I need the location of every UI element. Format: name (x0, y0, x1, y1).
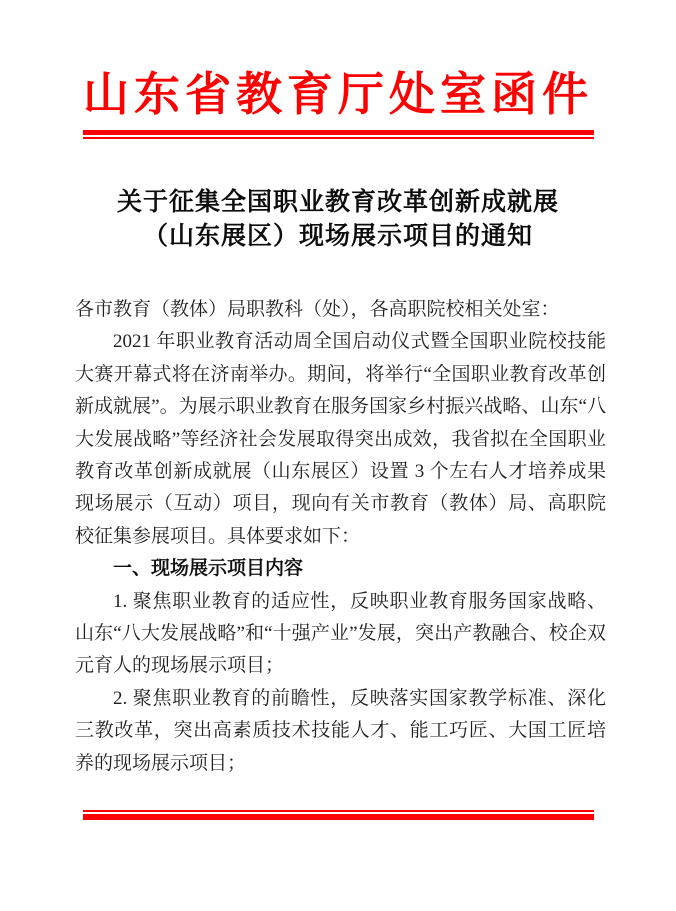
section-1-item-2: 2. 聚焦职业教育的前瞻性，反映落实国家教学标准、深化三教改革，突出高素质技术技能人才、能工巧匠、大国工匠培养的现场展示项目； (75, 687, 606, 774)
document-title-line2: （山东展区）现场展示项目的通知 (142, 223, 533, 250)
masthead-title: 山东省教育厅处室函件 (83, 69, 593, 120)
footer-separator (83, 810, 594, 820)
header-separator (83, 130, 594, 139)
section-1-heading: 一、现场展示项目内容 (113, 558, 304, 580)
header-separator-thick-line (83, 130, 594, 135)
section-1-item-1: 1. 聚焦职业教育的适应性，反映职业教育服务国家战略、山东“八大发展战略”和“十强产业”发展，突出产教融合、校企双元育人的现场展示项目； (75, 590, 606, 677)
salutation-line: 各市教育（教体）局职教科（处），各高职院校相关处室： (75, 299, 560, 320)
header-separator-thin-line (83, 137, 594, 139)
intro-paragraph: 2021 年职业教育活动周全国启动仪式暨全国职业院校技能大赛开幕式将在济南举办。期间，将举行“全国职业教育改革创新成就展”。为展示职业教育在服务国家乡村振兴战略、山东“八大发展战略”等经济社会发展取得突出成效，我省拟在全国职业教育改革创新成就展（山东展区）设置 3 个左右人才培养成果现场展示（互动）项目，现向有关市教育（教体）局、高职院校征集参展项目。具体要求如下： (75, 331, 606, 547)
footer-separator-thin-line (83, 810, 594, 812)
document-body (75, 294, 606, 780)
document-title-line1: 关于征集全国职业教育改革创新成就展 (116, 189, 559, 216)
document-title (38, 186, 638, 254)
footer-separator-thick-line (83, 814, 594, 820)
